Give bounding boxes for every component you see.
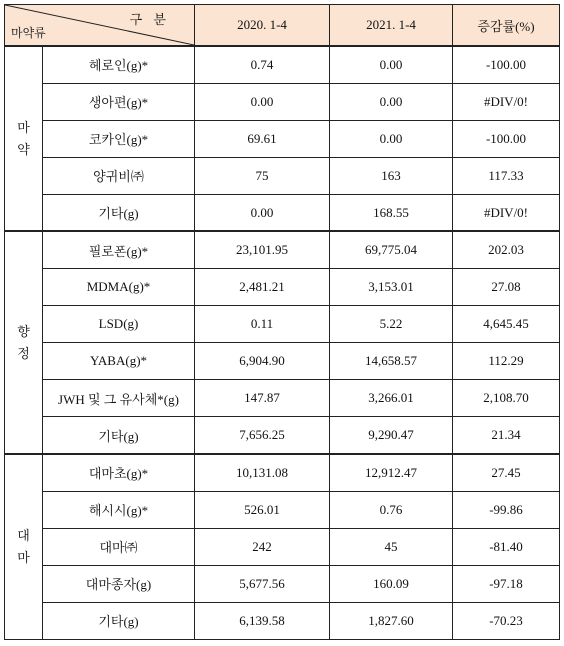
value-2020-cell: 23,101.95	[195, 231, 330, 268]
table-row	[5, 120, 560, 157]
value-2020-cell: 5,677.56	[195, 565, 330, 602]
change-rate-cell: -81.40	[453, 528, 560, 565]
group-label-char: 향	[17, 323, 30, 339]
group-label-char: 대	[17, 528, 30, 544]
change-rate-cell: 202.03	[453, 231, 560, 268]
drug-name-cell: 헤로인(g)*	[43, 46, 195, 83]
change-rate-cell: 27.45	[453, 454, 560, 491]
table-row	[5, 194, 560, 231]
header-2021: 2021. 1-4	[330, 5, 453, 47]
group-label	[5, 46, 43, 231]
change-rate-cell: 112.29	[453, 343, 560, 380]
group-label	[5, 231, 43, 454]
value-2021-cell: 3,266.01	[330, 380, 453, 417]
group-label-char: 정	[17, 345, 30, 361]
change-rate-cell: #DIV/0!	[453, 83, 560, 120]
drug-name-cell: 양귀비㈜	[43, 157, 195, 194]
drug-name-cell: 생아편(g)*	[43, 83, 195, 120]
change-rate-cell: -97.18	[453, 565, 560, 602]
value-2020-cell: 7,656.25	[195, 417, 330, 454]
value-2021-cell: 45	[330, 528, 453, 565]
change-rate-cell: 27.08	[453, 269, 560, 306]
value-2021-cell: 5.22	[330, 306, 453, 343]
header-diagonal-cell	[5, 5, 195, 47]
table-row	[5, 83, 560, 120]
value-2020-cell: 69.61	[195, 120, 330, 157]
header-rate: 증감률(%)	[453, 5, 560, 47]
change-rate-cell: 2,108.70	[453, 380, 560, 417]
value-2020-cell: 6,139.58	[195, 602, 330, 639]
drug-name-cell: 코카인(g)*	[43, 120, 195, 157]
value-2021-cell: 9,290.47	[330, 417, 453, 454]
value-2020-cell: 242	[195, 528, 330, 565]
value-2021-cell: 163	[330, 157, 453, 194]
value-2021-cell: 0.00	[330, 120, 453, 157]
change-rate-cell: 117.33	[453, 157, 560, 194]
change-rate-cell: -100.00	[453, 46, 560, 83]
drug-name-cell: YABA(g)*	[43, 343, 195, 380]
table-row	[5, 454, 560, 491]
drug-name-cell: MDMA(g)*	[43, 269, 195, 306]
header-gubun: 구 분	[129, 12, 170, 27]
group-label-char: 마	[17, 119, 30, 135]
drug-name-cell: 기타(g)	[43, 602, 195, 639]
table-row	[5, 380, 560, 417]
value-2020-cell: 0.74	[195, 46, 330, 83]
table-row	[5, 231, 560, 268]
group-label-char: 약	[17, 141, 30, 157]
value-2020-cell: 2,481.21	[195, 269, 330, 306]
value-2021-cell: 168.55	[330, 194, 453, 231]
group-label-char: 마	[17, 550, 30, 566]
header-row	[5, 5, 560, 47]
change-rate-cell: 4,645.45	[453, 306, 560, 343]
change-rate-cell: #DIV/0!	[453, 194, 560, 231]
table-row	[5, 157, 560, 194]
drug-name-cell: 기타(g)	[43, 417, 195, 454]
value-2020-cell: 147.87	[195, 380, 330, 417]
value-2021-cell: 0.00	[330, 46, 453, 83]
table-row	[5, 46, 560, 83]
table-row	[5, 417, 560, 454]
table-row	[5, 491, 560, 528]
drug-seizure-table	[4, 4, 560, 640]
value-2021-cell: 0.00	[330, 83, 453, 120]
value-2021-cell: 0.76	[330, 491, 453, 528]
value-2020-cell: 0.00	[195, 194, 330, 231]
table-row	[5, 343, 560, 380]
drug-name-cell: 해시시(g)*	[43, 491, 195, 528]
value-2020-cell: 10,131.08	[195, 454, 330, 491]
value-2021-cell: 1,827.60	[330, 602, 453, 639]
value-2020-cell: 526.01	[195, 491, 330, 528]
change-rate-cell: -70.23	[453, 602, 560, 639]
value-2021-cell: 160.09	[330, 565, 453, 602]
drug-name-cell: 대마초(g)*	[43, 454, 195, 491]
header-2020: 2020. 1-4	[195, 5, 330, 47]
change-rate-cell: -99.86	[453, 491, 560, 528]
table-row	[5, 565, 560, 602]
drug-name-cell: LSD(g)	[43, 306, 195, 343]
table-row	[5, 528, 560, 565]
drug-name-cell: 대마종자(g)	[43, 565, 195, 602]
value-2020-cell: 0.00	[195, 83, 330, 120]
table-row	[5, 269, 560, 306]
value-2021-cell: 3,153.01	[330, 269, 453, 306]
change-rate-cell: 21.34	[453, 417, 560, 454]
drug-name-cell: JWH 및 그 유사체*(g)	[43, 380, 195, 417]
drug-name-cell: 필로폰(g)*	[43, 231, 195, 268]
drug-name-cell: 기타(g)	[43, 194, 195, 231]
value-2020-cell: 6,904.90	[195, 343, 330, 380]
drug-name-cell: 대마㈜	[43, 528, 195, 565]
table-row	[5, 602, 560, 639]
table-row	[5, 306, 560, 343]
change-rate-cell: -100.00	[453, 120, 560, 157]
header-category: 마약류	[11, 26, 46, 40]
value-2021-cell: 12,912.47	[330, 454, 453, 491]
value-2021-cell: 14,658.57	[330, 343, 453, 380]
value-2020-cell: 0.11	[195, 306, 330, 343]
group-label	[5, 454, 43, 639]
value-2020-cell: 75	[195, 157, 330, 194]
value-2021-cell: 69,775.04	[330, 231, 453, 268]
